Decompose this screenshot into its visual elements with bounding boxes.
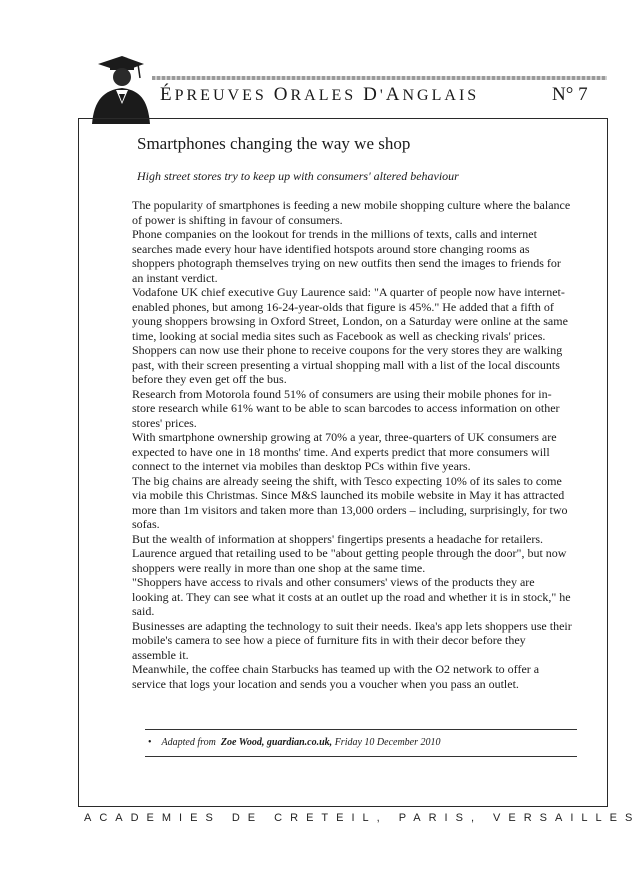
graduate-silhouette-icon — [88, 52, 150, 124]
source-author: Zoe Wood, guardian.co.uk, — [220, 737, 333, 748]
source-date: Friday 10 December 2010 — [334, 737, 441, 748]
paragraph: Research from Motorola found 51% of consumers are using their mobile phones for in-store research while 61% want to be able to scan barcodes to access information on other stores' prices. — [132, 386, 560, 430]
paragraph: Businesses are adapting the technology to suit their needs. Ikea's app lets shoppers use their mobile's camera to see how a piece of furniture fits in with their decor before they assemble it. — [132, 618, 572, 662]
paragraph: The popularity of smartphones is feeding a new mobile shopping culture where the balance of power is shifting in favour of consumers. — [132, 198, 571, 227]
paragraph: Shoppers can now use their phone to receive coupons for the very stores they are walking past, with their screen presenting a virtual shopping mall with a list of the local discounts before they even get off the bus. — [132, 343, 563, 386]
header-rule — [152, 76, 607, 80]
paragraph: Phone companies on the lookout for trends in the millions of texts, calls and internet searches made every hour have identified hotspots around store changing rooms as shoppers photograph themselves trying on new outfits then send the images to friends for an instant verdict. — [132, 227, 561, 285]
bullet-icon: • — [148, 737, 152, 748]
paragraph: Vodafone UK chief executive Guy Laurence said: "A quarter of people now have internet-enabled phones, but among 16-24-year-olds that figure is 45%." He added that a fifth of young shoppers browsing in Oxford Street, London, on a Saturday were online at the same time, looking at social media sites such as Facebook as well as checking rivals' prices. — [132, 285, 568, 343]
article-body — [132, 198, 572, 691]
paragraph: With smartphone ownership growing at 70% a year, three-quarters of UK consumers are expected to have one in 18 months' time. And experts predict that more consumers will connect to the internet via mobiles than desktop PCs within five years. — [132, 430, 557, 473]
page-number: N° 7 — [552, 84, 588, 105]
footer-academies: ACADEMIES DE CRETEIL, PARIS, VERSAILLES — [84, 812, 641, 824]
source-rule-bottom — [145, 756, 577, 757]
article-subtitle: High street stores try to keep up with consumers' altered behaviour — [137, 169, 459, 183]
paragraph: But the wealth of information at shoppers' fingertips presents a headache for retailers. Laurence argued that retailing used to be "about getting people through the door", but now shoppers were really in more than one shop at the same time. — [132, 531, 567, 575]
source-citation: • Adapted from Zoe Wood, guardian.co.uk, Friday 10 December 2010 — [148, 737, 441, 748]
source-rule-top — [145, 729, 577, 730]
article-title: Smartphones changing the way we shop — [137, 134, 411, 153]
paragraph: The big chains are already seeing the shift, with Tesco expecting 10% of its sales to come via mobile this Christmas. Since M&S launched its mobile website in May it has attracted more than 1m visitors and taken more than 13,000 orders – including, surprisingly, for two sofas. — [132, 473, 568, 531]
paragraph: "Shoppers have access to rivals and other consumers' views of the products they are looking at. They can see what it costs at an outlet up the road and whether it is in stock," he said. — [132, 575, 571, 618]
header-title: ÉPREUVES ORALES D'ANGLAIS — [160, 84, 480, 105]
paragraph: Meanwhile, the coffee chain Starbucks has teamed up with the O2 network to offer a service that logs your location and sends you a voucher when you pass an outlet. — [132, 662, 540, 691]
